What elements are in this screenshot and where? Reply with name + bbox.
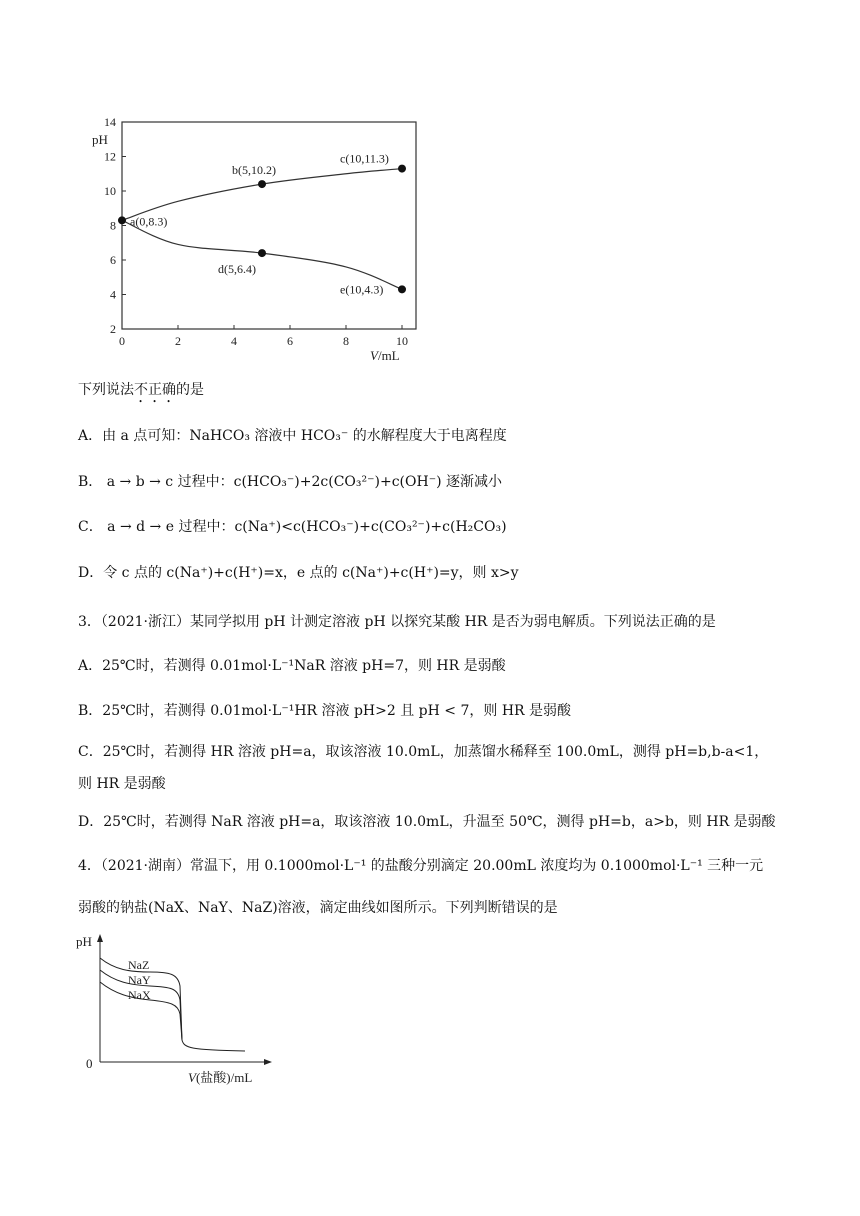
question-2-stem: 下列说法不正确的是 xyxy=(78,382,204,398)
data-point-label: e(10,4.3) xyxy=(340,282,384,297)
data-point-label: b(5,10.2) xyxy=(232,163,276,178)
x-axis-label: V(盐酸)/mL xyxy=(188,1070,253,1085)
data-point xyxy=(258,249,266,257)
option-3c-line2: 则 HR 是弱酸 xyxy=(78,776,166,792)
data-point xyxy=(398,165,406,173)
option-3a: A．25℃时，若测得 0.01mol·L⁻¹NaR 溶液 pH=7，则 HR 是弱酸 xyxy=(78,658,506,674)
series-label-naz: NaZ xyxy=(128,958,150,972)
data-point-label: a(0,8.3) xyxy=(130,214,168,229)
option-2c: C． a → d → e 过程中：c(Na⁺)<c(HCO₃⁻)+c(CO₃²⁻)+c(H₂CO₃) xyxy=(78,519,507,535)
data-point-label: d(5,6.4) xyxy=(218,262,256,277)
y-tick-label: 4 xyxy=(110,287,116,302)
series-label-nay: NaY xyxy=(128,973,151,987)
titration-chart-2 xyxy=(70,930,290,1090)
data-point xyxy=(258,180,266,188)
y-tick-label: 12 xyxy=(104,149,116,164)
option-2a: A．由 a 点可知：NaHCO₃ 溶液中 HCO₃⁻ 的水解程度大于电离程度 xyxy=(78,428,507,444)
y-axis-label: pH xyxy=(76,934,92,949)
x-axis-arrow xyxy=(264,1059,272,1065)
data-point xyxy=(118,216,126,224)
x-tick-label: 0 xyxy=(119,334,125,348)
x-axis-label: V/mL xyxy=(370,348,400,363)
question-4-stem-line2: 弱酸的钠盐(NaX、NaY、NaZ)溶液，滴定曲线如图所示。下列判断错误的是 xyxy=(78,900,558,916)
axis-ticks xyxy=(104,115,408,348)
x-tick-label: 4 xyxy=(231,334,237,348)
option-3b: B．25℃时，若测得 0.01mol·L⁻¹HR 溶液 pH>2 且 pH < 7，则 HR 是弱酸 xyxy=(78,703,572,719)
x-tick-label: 6 xyxy=(287,334,293,348)
data-point-label: c(10,11.3) xyxy=(340,151,389,166)
question-3-stem: 3．（2021·浙江）某同学拟用 pH 计测定溶液 pH 以探究某酸 HR 是否为弱电解质。下列说法正确的是 xyxy=(78,614,716,630)
y-tick-label: 8 xyxy=(110,218,116,233)
x-tick-label: 8 xyxy=(343,334,349,348)
data-point xyxy=(398,285,406,293)
series-label-nax: NaX xyxy=(128,988,151,1002)
option-2d: D．令 c 点的 c(Na⁺)+c(H⁺)=x，e 点的 c(Na⁺)+c(H⁺)=y，则 x>y xyxy=(78,565,519,581)
titration-chart-1 xyxy=(70,110,450,372)
origin-label: 0 xyxy=(86,1056,93,1071)
x-tick-label: 10 xyxy=(396,334,408,348)
y-tick-label: 10 xyxy=(104,184,116,198)
option-3d: D．25℃时，若测得 NaR 溶液 pH=a，取该溶液 10.0mL，升温至 50℃，测得 pH=b，a>b，则 HR 是弱酸 xyxy=(78,814,776,830)
y-axis-arrow xyxy=(97,934,103,942)
x-tick-label: 2 xyxy=(175,334,181,348)
option-2b: B． a → b → c 过程中：c(HCO₃⁻)+2c(CO₃²⁻)+c(OH⁻) 逐渐减小 xyxy=(78,474,502,490)
y-tick-label: 2 xyxy=(110,322,116,336)
data-points xyxy=(118,152,406,297)
option-3c-line1: C．25℃时，若测得 HR 溶液 pH=a，取该溶液 10.0mL，加蒸馏水稀释至 100.0mL，测得 pH=b,b-a<1， xyxy=(78,744,769,760)
y-tick-label: 6 xyxy=(110,253,116,267)
y-tick-label: 14 xyxy=(104,115,116,129)
question-4-stem-line1: 4．（2021·湖南）常温下，用 0.1000mol·L⁻¹ 的盐酸分别滴定 20.00mL 浓度均为 0.1000mol·L⁻¹ 三种一元 xyxy=(78,858,764,874)
y-axis-label: pH xyxy=(92,132,108,147)
